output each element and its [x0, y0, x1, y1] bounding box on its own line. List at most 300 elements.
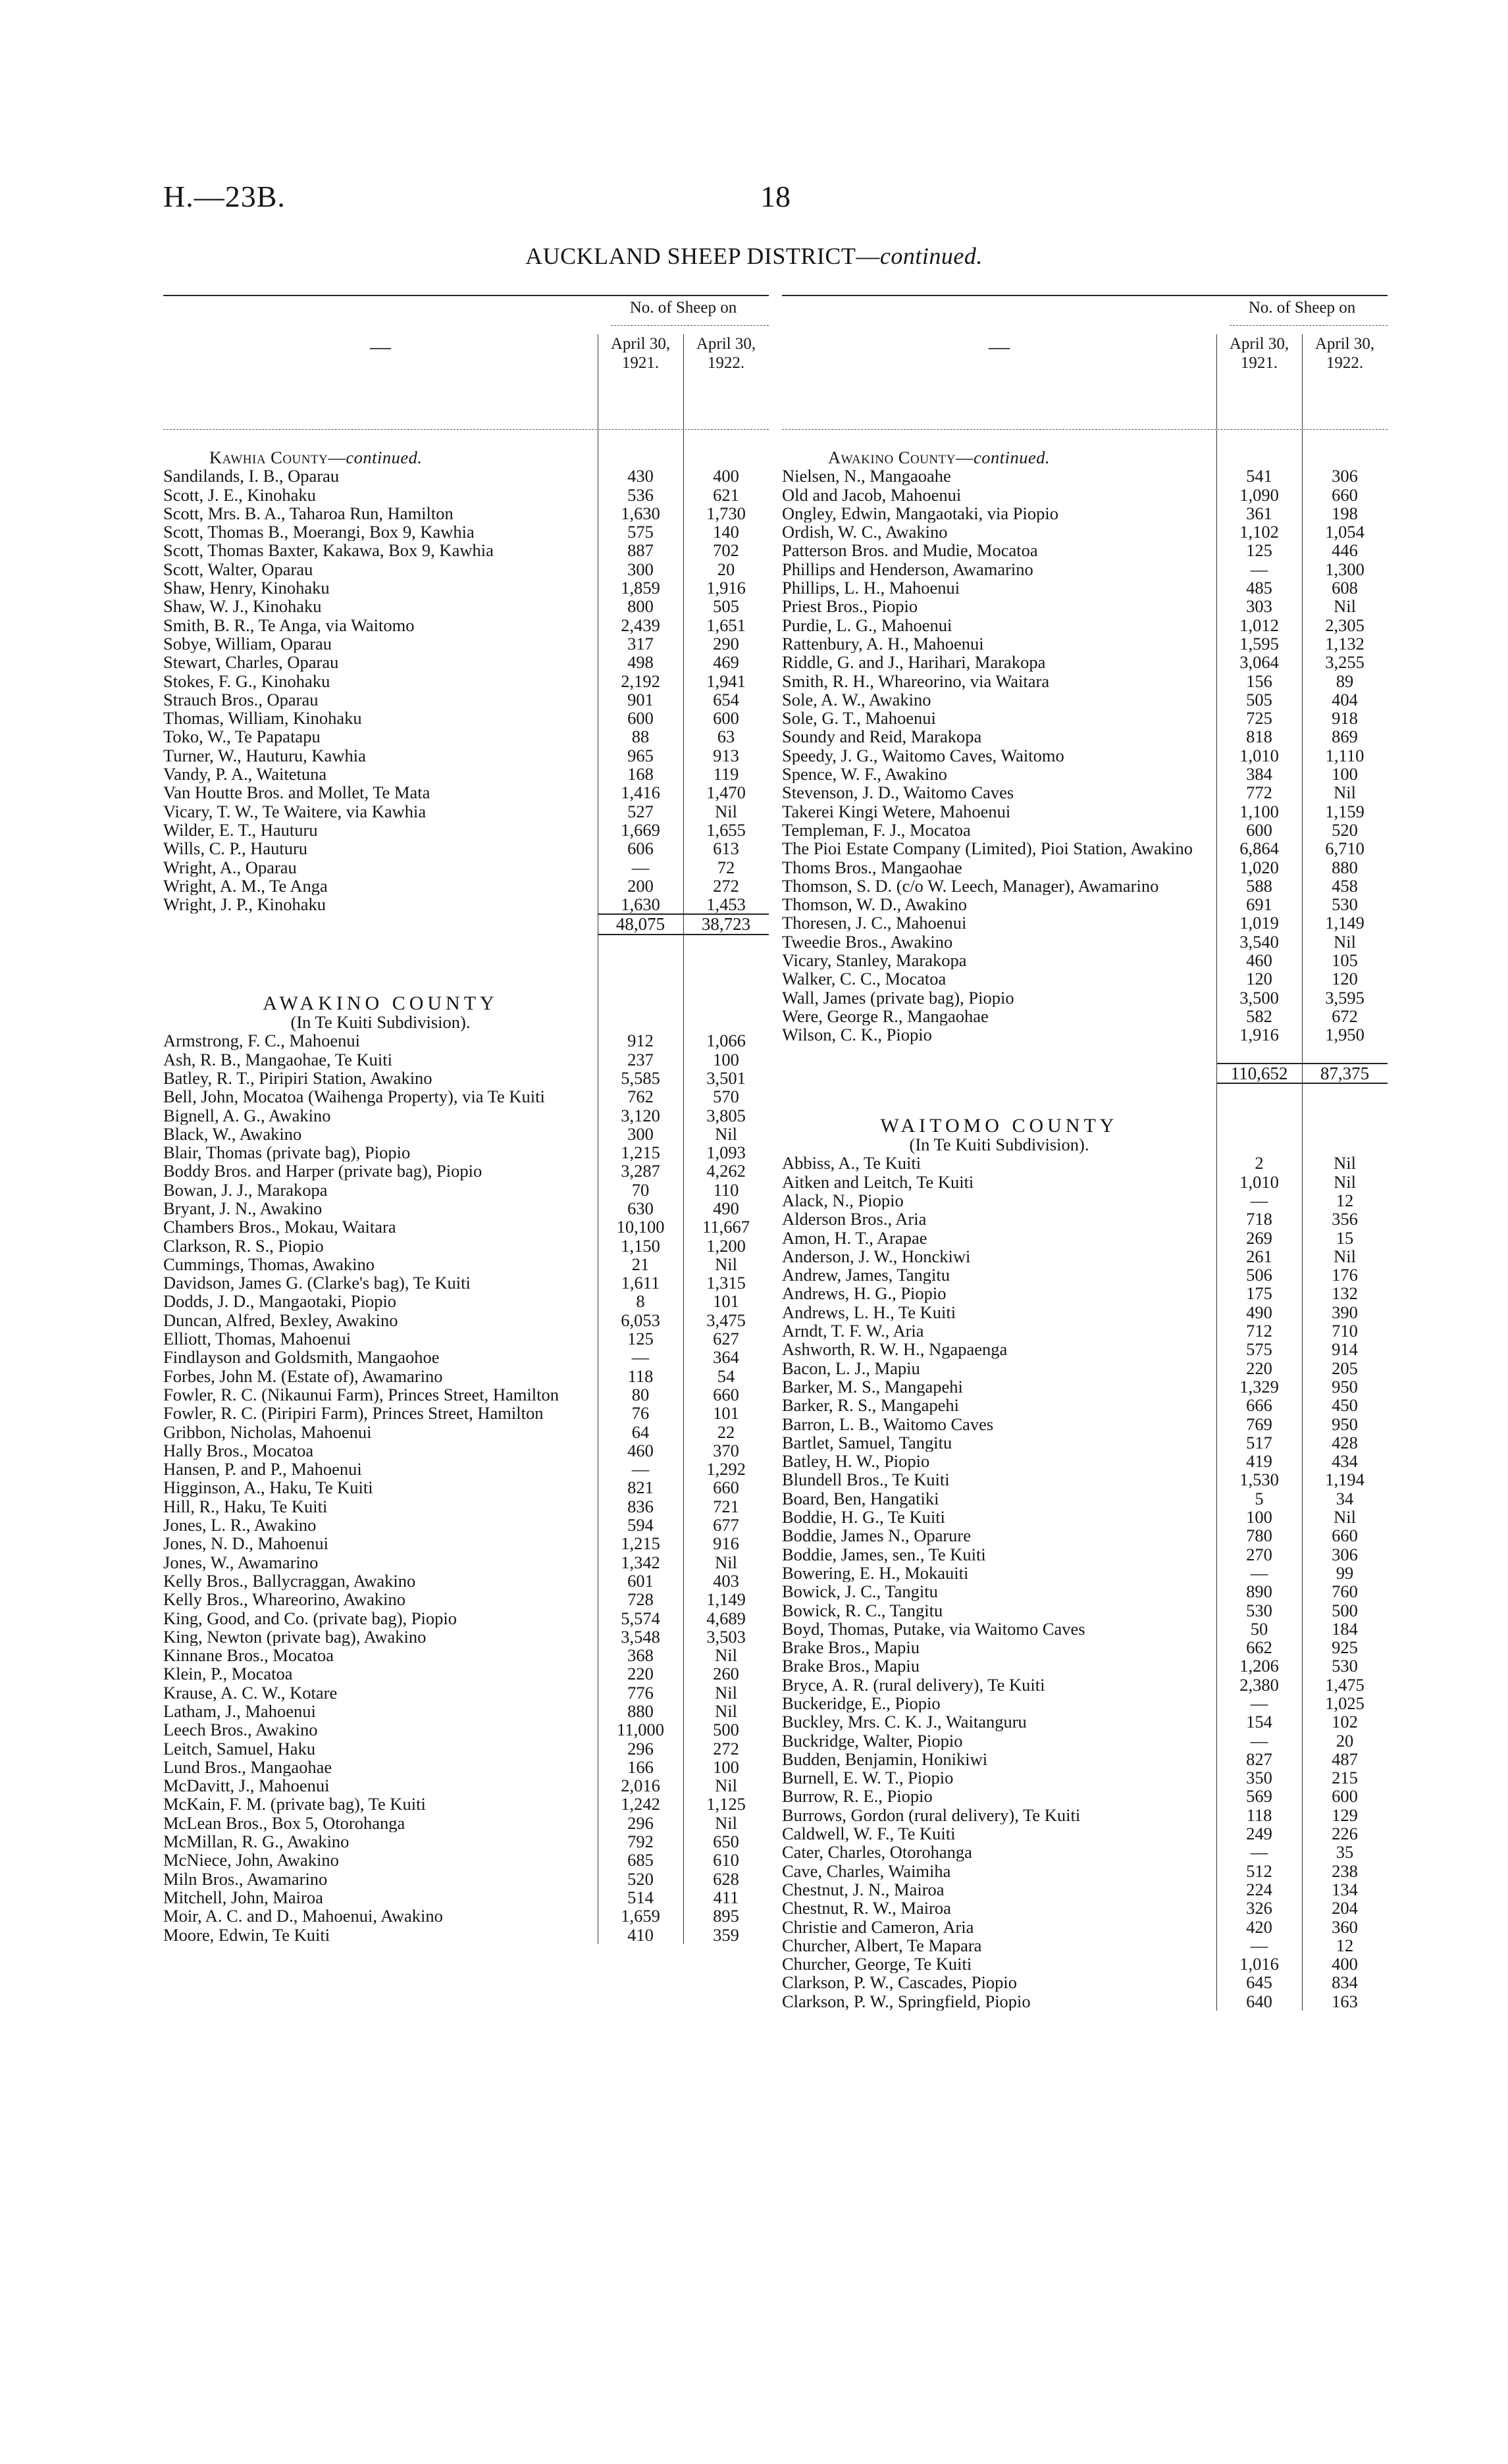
- owner-name: Stevenson, J. D., Waitomo Caves: [782, 783, 1014, 802]
- sheep-1922: 869: [1332, 727, 1358, 747]
- sheep-1922: 1,132: [1325, 633, 1365, 654]
- total-1922: 87,375: [1302, 1063, 1388, 1084]
- owner-name: Scott, Thomas Baxter, Kakawa, Box 9, Kawhia: [163, 541, 494, 560]
- table-row: [782, 1396, 1388, 1414]
- sheep-1921: 175: [1246, 1283, 1272, 1304]
- sheep-1922: 600: [1332, 1786, 1358, 1807]
- table-row: [782, 765, 1388, 783]
- table-row: [163, 895, 769, 913]
- sheep-1921: 118: [1246, 1805, 1272, 1825]
- sheep-1922: Nil: [715, 1682, 737, 1703]
- sheep-1922: 1,066: [706, 1031, 746, 1051]
- sheep-1922: 12: [1336, 1190, 1354, 1210]
- sheep-1921: 1,215: [621, 1533, 660, 1554]
- table-row: [782, 1266, 1388, 1284]
- table-row: [163, 1832, 769, 1851]
- owner-name: Thomson, S. D. (c/o W. Leech, Manager), Awamarino: [782, 876, 1159, 896]
- sheep-1921: 1,010: [1239, 1171, 1279, 1192]
- sheep-1922: 1,194: [1325, 1470, 1365, 1490]
- sheep-1921: 419: [1246, 1451, 1272, 1472]
- sheep-1922: 404: [1332, 689, 1358, 709]
- owner-name: Burrow, R. E., Piopio: [782, 1787, 933, 1806]
- owner-name: Templeman, F. J., Mocatoa: [782, 820, 971, 840]
- sheep-1922: 1,950: [1325, 1025, 1365, 1045]
- sheep-1921: 792: [627, 1832, 654, 1852]
- table-row: [782, 1732, 1388, 1750]
- table-row: [163, 1683, 769, 1702]
- sheep-1922: 702: [713, 540, 739, 561]
- sheep-1921: 156: [1246, 671, 1272, 691]
- table-row: [782, 1154, 1388, 1172]
- table-row: [782, 877, 1388, 895]
- table-row: [782, 839, 1388, 858]
- table-row: [163, 765, 769, 783]
- sheep-1921: 296: [627, 1812, 654, 1833]
- table-row: [163, 1907, 769, 1925]
- owner-name: Chambers Bros., Mokau, Waitara: [163, 1218, 396, 1237]
- sheep-1921: 685: [627, 1850, 654, 1870]
- sheep-1922: 1,470: [706, 783, 746, 803]
- sheep-1922: Nil: [715, 1776, 737, 1796]
- sheep-1921: 21: [631, 1254, 650, 1274]
- table-row: [782, 523, 1388, 541]
- table-row: [163, 1311, 769, 1329]
- sheep-1922: Nil: [1334, 1171, 1356, 1192]
- owner-name: Boddy Bros. and Harper (private bag), Piopio: [163, 1162, 482, 1181]
- table-row: [163, 1572, 769, 1590]
- owner-name: King, Newton (private bag), Awakino: [163, 1627, 427, 1647]
- owner-name: Jones, W., Awamarino: [163, 1553, 319, 1572]
- table-row: [163, 802, 769, 821]
- owner-name: Ash, R. B., Mangaohae, Te Kuiti: [163, 1050, 393, 1069]
- table-row: [163, 1329, 769, 1348]
- table-row: [163, 1050, 769, 1069]
- table-row: [782, 1470, 1388, 1489]
- table-row: [163, 1739, 769, 1758]
- sheep-1922: 403: [713, 1570, 739, 1591]
- sheep-1921: 125: [1246, 540, 1272, 561]
- sheep-1922: 34: [1336, 1488, 1354, 1508]
- owner-name: McDavitt, J., Mahoenui: [163, 1776, 330, 1795]
- owner-name: Scott, Walter, Oparau: [163, 559, 313, 579]
- sheep-1921: 300: [627, 1123, 654, 1144]
- sheep-1922: 654: [713, 689, 739, 709]
- table-row: [163, 1031, 769, 1050]
- owner-name: Bowick, R. C., Tangitu: [782, 1601, 943, 1620]
- sheep-1922: Nil: [1334, 1246, 1356, 1266]
- sheep-1922: 6,710: [1325, 838, 1365, 859]
- sheep-1921: 512: [1246, 1861, 1272, 1881]
- total-1921: 48,075: [598, 913, 683, 935]
- sheep-1922: 613: [713, 838, 739, 859]
- sheep-1922: 1,149: [706, 1589, 746, 1610]
- owner-name: McKain, F. M. (private bag), Te Kuiti: [163, 1795, 426, 1814]
- owner-name: Buckridge, Walter, Piopio: [782, 1731, 963, 1750]
- table-row: [782, 1191, 1388, 1210]
- sheep-1922: 925: [1332, 1637, 1358, 1658]
- sheep-1921: —: [1250, 1842, 1268, 1862]
- sheep-1922: 306: [1332, 466, 1358, 486]
- sheep-1921: 350: [1246, 1768, 1272, 1788]
- sheep-1922: 628: [713, 1868, 739, 1889]
- sheep-1922: 101: [713, 1403, 739, 1424]
- table-row: [782, 1955, 1388, 1973]
- sheep-1921: 420: [1246, 1916, 1272, 1937]
- table-row: [782, 486, 1388, 504]
- sheep-1921: 326: [1246, 1898, 1272, 1918]
- april-1921-header: April 30, 1921.: [610, 335, 671, 372]
- owner-name: Brake Bros., Mapiu: [782, 1638, 920, 1657]
- sheep-1921: 666: [1246, 1395, 1272, 1416]
- table-row: [782, 1992, 1388, 2011]
- owner-name: Boddie, James N., Oparure: [782, 1526, 972, 1545]
- sheep-1922: 1,054: [1325, 522, 1365, 542]
- owner-name: Klein, P., Mocatoa: [163, 1664, 293, 1683]
- table-row: [782, 1247, 1388, 1266]
- owner-name: Takerei Kingi Wetere, Mahoenui: [782, 802, 1011, 821]
- table-row: [163, 1460, 769, 1478]
- owner-name: Kelly Bros., Ballycraggan, Awakino: [163, 1571, 416, 1591]
- sheep-1921: 460: [1246, 950, 1272, 971]
- table-row: [782, 1601, 1388, 1620]
- sheep-1921: 630: [627, 1198, 654, 1218]
- sheep-1922: 918: [1332, 708, 1358, 729]
- total-1922: 38,723: [683, 913, 769, 935]
- table-row: [163, 1478, 769, 1497]
- sheep-1921: 5: [1255, 1488, 1264, 1508]
- table-row: [782, 1210, 1388, 1228]
- sheep-1921: 530: [1246, 1600, 1272, 1620]
- owner-name: Purdie, L. G., Mahoenui: [782, 615, 952, 634]
- owner-name: Tweedie Bros., Awakino: [782, 932, 953, 952]
- april-1922-header: April 30, 1922.: [696, 335, 756, 372]
- sheep-count-header: No. of Sheep on: [629, 299, 737, 317]
- table-row: [163, 1720, 769, 1739]
- table-row: [163, 1758, 769, 1776]
- sheep-1922: Nil: [1334, 1507, 1356, 1527]
- owner-name: Wills, C. P., Hauturu: [163, 839, 308, 858]
- sheep-1921: 1,630: [621, 503, 660, 523]
- sheep-1921: 640: [1246, 1991, 1272, 2011]
- sheep-1922: 99: [1336, 1562, 1354, 1583]
- owner-name: Smith, R. H., Whareorino, via Waitara: [782, 671, 1050, 690]
- sheep-1921: 880: [627, 1701, 654, 1721]
- sheep-1921: 582: [1246, 1006, 1272, 1026]
- sheep-1921: 8: [636, 1291, 645, 1312]
- owner-name: Burrows, Gordon (rural delivery), Te Kuiti: [782, 1805, 1081, 1825]
- sheep-1921: 575: [1246, 1339, 1272, 1360]
- sheep-1922: 1,110: [1325, 745, 1365, 765]
- sheep-1922: 4,689: [706, 1608, 746, 1628]
- sheep-1921: 3,540: [1239, 931, 1279, 952]
- table-row: [782, 1768, 1388, 1787]
- owner-name: Spence, W. F., Awakino: [782, 765, 947, 784]
- sheep-1921: 64: [631, 1422, 650, 1442]
- table-row: [163, 1497, 769, 1516]
- owner-name: Forbes, John M. (Estate of), Awamarino: [163, 1366, 443, 1385]
- table-row: [782, 1564, 1388, 1582]
- owner-name: Higginson, A., Haku, Te Kuiti: [163, 1478, 373, 1497]
- table-row: [782, 821, 1388, 839]
- owner-name: Latham, J., Mahoenui: [163, 1702, 316, 1721]
- sheep-1921: 569: [1246, 1786, 1272, 1807]
- sheep-1921: 270: [1246, 1544, 1272, 1564]
- owner-name: Barker, M. S., Mangapehi: [782, 1377, 963, 1397]
- owner-name: Elliott, Thomas, Mahoenui: [163, 1329, 351, 1348]
- table-row: [163, 1590, 769, 1608]
- sheep-1921: 965: [627, 745, 654, 765]
- section-heading: [782, 1117, 1388, 1135]
- table-row: [163, 653, 769, 671]
- sheep-1921: 1,242: [621, 1794, 660, 1814]
- sheep-1921: 1,019: [1239, 913, 1279, 933]
- sheep-1922: 458: [1332, 875, 1358, 896]
- sheep-1922: 1,453: [706, 894, 746, 915]
- owner-name: Strauch Bros., Oparau: [163, 690, 319, 709]
- owner-name: Barker, R. S., Mangapehi: [782, 1396, 960, 1415]
- table-row: [163, 1069, 769, 1087]
- table-row: [163, 1218, 769, 1236]
- owner-name: Duncan, Alfred, Bexley, Awakino: [163, 1310, 398, 1330]
- table-row: [782, 727, 1388, 746]
- table-row: [163, 1367, 769, 1385]
- table-row: [782, 746, 1388, 765]
- table-row: [163, 709, 769, 727]
- table-row: [782, 1750, 1388, 1768]
- sheep-1922: 3,805: [706, 1105, 746, 1125]
- table-row: [163, 1292, 769, 1310]
- owner-name: Clarkson, P. W., Cascades, Piopio: [782, 1973, 1018, 1992]
- table-row: [782, 1936, 1388, 1955]
- owner-name: Priest Bros., Piopio: [782, 597, 918, 616]
- sheep-1922: 2,305: [1325, 615, 1365, 635]
- sheep-1921: 200: [627, 875, 654, 896]
- owner-name: Budden, Benjamin, Honikiwi: [782, 1749, 988, 1769]
- table-row: [163, 541, 769, 559]
- table-row: [782, 1545, 1388, 1564]
- table-row: [163, 690, 769, 709]
- sheep-1922: 129: [1332, 1805, 1358, 1825]
- page-number: 18: [760, 180, 791, 213]
- owner-name: Thoresen, J. C., Mahoenui: [782, 913, 967, 933]
- sheep-1921: 3,500: [1239, 987, 1279, 1008]
- sheep-1921: —: [1250, 1693, 1268, 1713]
- left-table-body: [163, 430, 769, 1944]
- sheep-1922: 359: [713, 1924, 739, 1945]
- sheep-1921: 1,659: [621, 1906, 660, 1926]
- table-row: [163, 1273, 769, 1292]
- owner-name: Abbiss, A., Te Kuiti: [782, 1154, 922, 1173]
- table-row: [163, 1870, 769, 1888]
- owner-name: Dodds, J. D., Mangaotaki, Piopio: [163, 1292, 397, 1311]
- sheep-1921: 588: [1246, 875, 1272, 896]
- sheep-1922: 600: [713, 708, 739, 729]
- table-row: [163, 1199, 769, 1218]
- table-row: [163, 1646, 769, 1664]
- sheep-1921: 594: [627, 1515, 654, 1535]
- table-row: [782, 1806, 1388, 1824]
- table-row: [782, 1359, 1388, 1377]
- table-row: [163, 672, 769, 690]
- owner-name: Wright, J. P., Kinohaku: [163, 895, 326, 914]
- table-row: [163, 746, 769, 765]
- table-row: [163, 486, 769, 504]
- sheep-1921: 166: [627, 1757, 654, 1777]
- sheep-1922: 306: [1332, 1544, 1358, 1564]
- table-row: [163, 578, 769, 597]
- sheep-1922: 608: [1332, 578, 1358, 598]
- owner-name: Bell, John, Mocatoa (Waihenga Property), via Te Kuiti: [163, 1087, 545, 1106]
- sheep-1922: 1,200: [706, 1235, 746, 1256]
- sheep-1922: 650: [713, 1832, 739, 1852]
- sheep-1921: 1,090: [1239, 484, 1279, 505]
- sheep-1922: 198: [1332, 503, 1358, 523]
- sheep-1921: 780: [1246, 1526, 1272, 1546]
- sheep-1922: 530: [1332, 1656, 1358, 1676]
- table-row: [782, 597, 1388, 615]
- sheep-1921: 2: [1255, 1153, 1264, 1173]
- owner-name: Jones, L. R., Awakino: [163, 1516, 317, 1535]
- sheep-1922: 100: [1332, 764, 1358, 784]
- owner-name: Thomson, W. D., Awakino: [782, 895, 967, 914]
- owner-name: Phillips and Henderson, Awamarino: [782, 559, 1033, 579]
- sheep-1922: 520: [1332, 819, 1358, 840]
- table-row: [782, 1973, 1388, 1991]
- table-row: [782, 1656, 1388, 1675]
- sheep-1922: 1,315: [706, 1273, 746, 1293]
- sheep-1922: 89: [1336, 671, 1354, 691]
- sheep-1921: 2,380: [1239, 1674, 1279, 1695]
- sheep-1922: 260: [713, 1664, 739, 1684]
- owner-name: Bowick, J. C., Tangitu: [782, 1582, 938, 1601]
- owner-name: Scott, Thomas B., Moerangi, Box 9, Kawhia: [163, 523, 475, 542]
- owner-name: Speedy, J. G., Waitomo Caves, Waitomo: [782, 746, 1064, 765]
- owner-name: Andrews, L. H., Te Kuiti: [782, 1302, 956, 1322]
- owner-name: Churcher, Albert, Te Mapara: [782, 1936, 982, 1955]
- sheep-1921: 506: [1246, 1265, 1272, 1285]
- table-row: [163, 1348, 769, 1366]
- owner-name: Lund Bros., Mangaohae: [163, 1757, 332, 1777]
- sheep-1922: 660: [1332, 1526, 1358, 1546]
- sheep-1922: 880: [1332, 857, 1358, 877]
- table-row: [163, 839, 769, 858]
- sheep-1921: 2,439: [621, 615, 660, 635]
- owner-name: Amon, H. T., Arapae: [782, 1228, 927, 1247]
- sheep-1922: Nil: [1334, 1153, 1356, 1173]
- sheep-1921: 303: [1246, 596, 1272, 617]
- sheep-1921: 776: [627, 1682, 654, 1703]
- owner-name: Riddle, G. and J., Harihari, Marakopa: [782, 653, 1046, 672]
- sheep-1922: 834: [1332, 1972, 1358, 1993]
- owner-name: Barron, L. B., Waitomo Caves: [782, 1414, 994, 1433]
- sheep-1921: 1,342: [621, 1552, 660, 1572]
- owner-name: Kinnane Bros., Mocatoa: [163, 1646, 334, 1665]
- sheep-1922: 20: [717, 559, 735, 579]
- table-row: [782, 541, 1388, 559]
- table-row: [782, 1712, 1388, 1731]
- owner-name: Batley, H. W., Piopio: [782, 1452, 930, 1471]
- sheep-1921: 1,012: [1239, 615, 1279, 635]
- table-row: [782, 1433, 1388, 1452]
- owner-name: Chestnut, J. N., Mairoa: [782, 1880, 945, 1899]
- table-row: [163, 1423, 769, 1441]
- name-column-header: —: [370, 334, 391, 358]
- sheep-1921: 10,100: [616, 1217, 665, 1237]
- sheep-1921: 168: [627, 764, 654, 784]
- sheep-1921: 154: [1246, 1712, 1272, 1732]
- right-table-body: [782, 430, 1388, 2011]
- sheep-1921: 300: [627, 559, 654, 579]
- owner-name: Wilson, C. K., Piopio: [782, 1025, 932, 1044]
- owner-name: Boddie, James, sen., Te Kuiti: [782, 1545, 986, 1564]
- owner-name: Bryce, A. R. (rural delivery), Te Kuiti: [782, 1675, 1045, 1694]
- sheep-1921: 125: [627, 1329, 654, 1349]
- owner-name: Cave, Charles, Waimiha: [782, 1861, 951, 1880]
- table-row: [782, 634, 1388, 653]
- owner-name: Kelly Bros., Whareorino, Awakino: [163, 1590, 406, 1609]
- sheep-1921: 1,215: [621, 1142, 660, 1163]
- sheep-1922: 226: [1332, 1824, 1358, 1844]
- sheep-1922: 677: [713, 1515, 739, 1535]
- sheep-1922: Nil: [715, 1812, 737, 1833]
- sheep-1921: 490: [1246, 1302, 1272, 1322]
- sheep-1921: 606: [627, 838, 654, 859]
- sheep-1921: 460: [627, 1440, 654, 1460]
- table-row: [163, 1125, 769, 1143]
- sheep-1922: 434: [1332, 1451, 1358, 1472]
- owner-name: Hansen, P. and P., Mahoenui: [163, 1460, 362, 1479]
- owner-name: Findlayson and Goldsmith, Mangaohoe: [163, 1348, 440, 1367]
- table-row: [782, 895, 1388, 913]
- sheep-1922: Nil: [715, 1254, 737, 1274]
- owner-name: Blair, Thomas (private bag), Piopio: [163, 1143, 411, 1162]
- table-row: [782, 1638, 1388, 1656]
- owner-name: Clarkson, R. S., Piopio: [163, 1236, 324, 1255]
- sheep-1921: 1,630: [621, 894, 660, 915]
- table-row: [782, 1899, 1388, 1917]
- sheep-1921: —: [1250, 1562, 1268, 1583]
- sheep-1921: 712: [1246, 1321, 1272, 1341]
- owner-name: The Pioi Estate Company (Limited), Pioi Station, Awakino: [782, 839, 1193, 858]
- sheep-1922: 500: [1332, 1600, 1358, 1620]
- sheep-1922: 110: [713, 1179, 739, 1200]
- sheep-1922: 11,667: [702, 1217, 750, 1237]
- owner-name: Hally Bros., Mocatoa: [163, 1441, 314, 1460]
- owner-name: Black, W., Awakino: [163, 1124, 302, 1144]
- sheep-1921: 1,150: [621, 1235, 660, 1256]
- sheep-1921: 912: [627, 1031, 654, 1051]
- sheep-1921: 269: [1246, 1227, 1272, 1248]
- sheep-1922: 120: [1332, 969, 1358, 989]
- table-row: [163, 1926, 769, 1944]
- awakino-subdivision: (In Te Kuiti Subdivision).: [290, 1013, 471, 1032]
- sheep-1921: 296: [627, 1738, 654, 1758]
- sheep-1922: 132: [1332, 1283, 1358, 1304]
- owner-name: Patterson Bros. and Mudie, Mocatoa: [782, 541, 1038, 560]
- sheep-1921: 1,595: [1239, 633, 1279, 654]
- owner-name: Fowler, R. C. (Piripiri Farm), Princes Street, Hamilton: [163, 1404, 544, 1423]
- table-row: [163, 1702, 769, 1720]
- owner-name: Leech Bros., Awakino: [163, 1720, 318, 1739]
- owner-name: Davidson, James G. (Clarke's bag), Te Kuiti: [163, 1273, 471, 1293]
- table-row: [163, 858, 769, 877]
- table-row: [782, 578, 1388, 597]
- sheep-1922: 487: [1332, 1749, 1358, 1769]
- table-row: [163, 616, 769, 634]
- table-row: [782, 653, 1388, 671]
- table-row: [782, 951, 1388, 969]
- table-row: [163, 1441, 769, 1460]
